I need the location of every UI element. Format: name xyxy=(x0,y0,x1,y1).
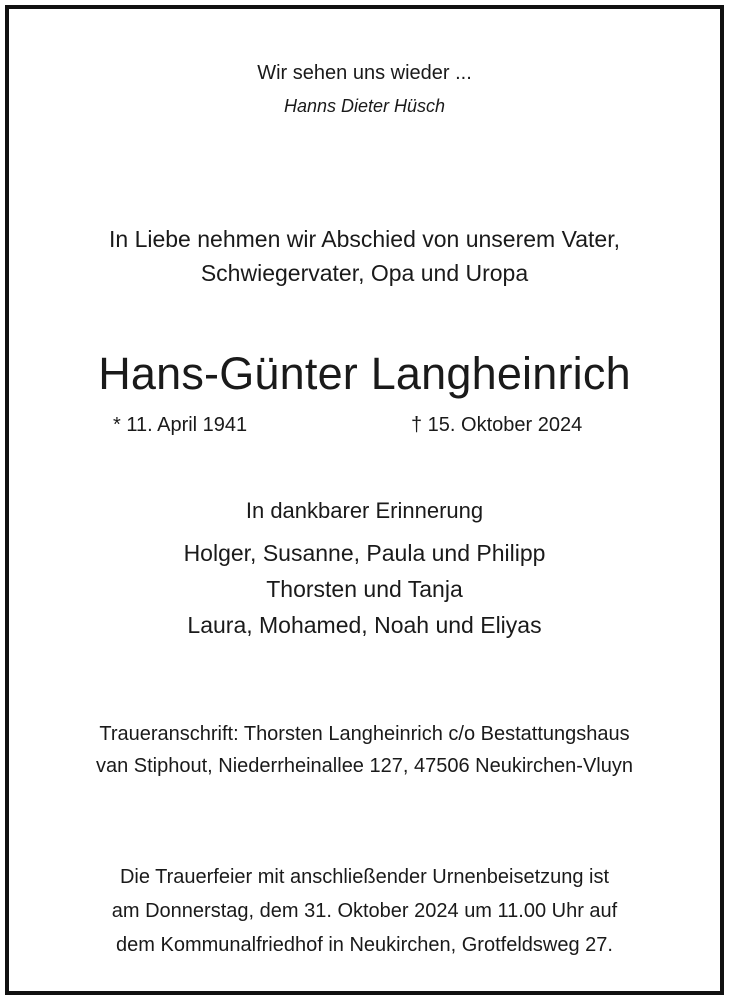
service-line-1: Die Trauerfeier mit anschließender Urnenbeisetzung ist xyxy=(119,866,610,888)
family-line-3: Laura, Mohamed, Noah und Eliyas xyxy=(187,612,542,638)
quote-author: Hanns Dieter Hüsch xyxy=(283,96,446,116)
service-line-2: am Donnerstag, dem 31. Oktober 2024 um 11.00 Uhr auf xyxy=(111,900,618,922)
service-line-3: dem Kommunalfriedhof in Neukirchen, Grotfeldsweg 27. xyxy=(116,934,613,956)
birth-date: * 11. April 1941 xyxy=(113,414,248,436)
death-date: † 15. Oktober 2024 xyxy=(411,414,583,436)
intro-line-1: In Liebe nehmen wir Abschied von unserem Vater, xyxy=(109,226,620,252)
deceased-name: Hans-Günter Langheinrich xyxy=(98,348,631,399)
remembrance-text: In dankbarer Erinnerung xyxy=(245,498,484,523)
quote-text: Wir sehen uns wieder ... xyxy=(257,62,472,84)
address-line-1: Traueranschrift: Thorsten Langheinrich c/o Bestattungshaus xyxy=(99,723,630,745)
intro-line-2: Schwiegervater, Opa und Uropa xyxy=(200,260,529,286)
family-line-2: Thorsten und Tanja xyxy=(266,576,463,602)
address-line-2: van Stiphout, Niederrheinallee 127, 47506 Neukirchen-Vluyn xyxy=(95,755,633,777)
family-line-1: Holger, Susanne, Paula und Philipp xyxy=(183,540,546,566)
